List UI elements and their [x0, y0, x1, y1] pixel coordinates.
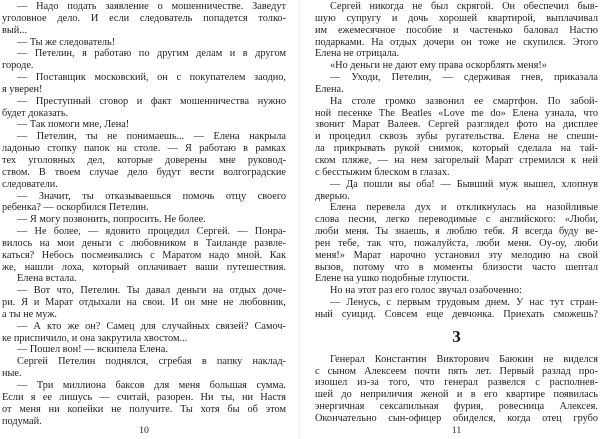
text-line: ством. В твоем случае дело будут вести волгоградские — [2, 166, 286, 178]
text-line: ском пляже, — на нем загорелый Марат стремился к ней — [315, 154, 598, 166]
text-line: — Петелин, я работаю по другим делам и в другом — [17, 48, 286, 60]
text-line: а ты не муж. — [2, 308, 58, 320]
text-line: На столе громко зазвонил ее смартфон. По забой- — [330, 95, 598, 107]
text-line: ной песенке The Beatles «Love me do» Елена узнала, что — [315, 107, 598, 119]
text-line: Елена перевела дух и откликнулась на назойливые — [330, 202, 598, 214]
text-line: Елена. — [315, 83, 344, 95]
text-line: — Ленусь, с первым трудовым днем. У нас тут стран- — [330, 297, 598, 309]
text-line: ладонью стопку папок на столе. — Я работаю в рамках — [2, 143, 286, 155]
text-line: подарками. На отдых дочери он тоже не скупился. Этого — [315, 36, 598, 48]
text-line: же, нашли лоха, который оплачивает ваши путешествия. — [2, 261, 286, 273]
page-left-text — [2, 1, 286, 427]
text-line: — Пошел вон! — вскипела Елена. — [17, 344, 168, 356]
text-line: ные. — [2, 368, 22, 380]
text-line: — Значит, ты отказываешься помочь отцу своего — [17, 190, 286, 202]
text-line: Генерал Константин Викторович Баюкин не виделся — [330, 353, 598, 365]
page-number-left: 10 — [139, 425, 149, 436]
text-line: городе. — [2, 60, 34, 72]
text-line: Елене на ушко подобные глупости. — [315, 273, 470, 285]
text-line: с сыном Алексеем почти пять лет. Первый разлад про- — [315, 365, 598, 377]
text-line: — Да пошли вы оба! — Бывший муж вышел, хлопнув — [330, 178, 598, 190]
text-line: — Три миллиона баксов для меня большая сумма. — [17, 380, 286, 391]
text-line: следователи. — [2, 178, 58, 190]
page-number-right: 11 — [451, 425, 462, 436]
text-line: им ежемесячное пособие и частенько баловал Настю — [315, 24, 598, 36]
text-line: шей до неприличия женой и в его квартире появилась — [315, 389, 598, 401]
text-line: будет доказать. — [2, 107, 69, 119]
text-line: люби меня. Ты знаешь, я люблю тебя. Я всегда буду ве- — [315, 226, 598, 238]
text-line: — Не более, — ядовито процедил Сергей. — Понра- — [17, 226, 286, 238]
text-line: тех уголовных дел, которые доверены мне руковод- — [2, 154, 286, 166]
text-line: вилось на мои деньги с любовником в Таиланде развле- — [2, 237, 286, 249]
text-line: я уверен! — [2, 83, 43, 95]
text-line: «Но деньги не дают ему права оскорблять меня!» — [330, 60, 547, 72]
text-line: ный суицид. Совсем еще девчонка. Приехать сможешь? — [315, 308, 598, 320]
page-left — [0, 0, 299, 439]
text-line: — Я могу позвонить, попросить. Не более. — [17, 214, 206, 226]
text-line: дверью. — [315, 190, 350, 202]
text-line: рен тебе, так что, пожалуйста, люби меня. Оу-оу, люби — [315, 237, 598, 249]
text-line: Елена не отрицала. — [315, 48, 400, 60]
text-line: вый... — [2, 24, 28, 36]
text-line: изошел из-за того, что генерал развелся с располнев- — [315, 377, 598, 389]
text-line: — Вот что, Петелин. Ты давал деньги на отдых доче- — [17, 285, 286, 297]
text-line: Елена встала. — [17, 273, 77, 285]
text-line: ла прикрывать рукой снимок, который сделала на тай- — [315, 143, 598, 155]
text-line: Но на этот раз его голос звучал озабоченно: — [330, 285, 522, 297]
text-line: уголовное дело. И если следователь попадется толко- — [2, 12, 286, 24]
text-line: слова песни, легко переводимые с английского: «Люби, — [315, 214, 598, 226]
text-line: каться? Небось посмеивались с Маратом надо мной. Как — [2, 249, 286, 261]
text-line: — А кто же он? Самец для случайных связей? Самоч- — [17, 320, 286, 332]
text-line: подумай. — [2, 415, 42, 427]
text-line: ребенка? — оскорбился Петелин. — [2, 202, 149, 214]
text-line: от меня ни копейки не получите. Ты хотя бы об этом — [2, 403, 286, 415]
text-line: ке приспичило, и она закрутила хвостом... — [2, 332, 188, 344]
text-line: — Надо подать заявление о мошенничестве. Заведут — [17, 1, 286, 12]
text-line: — Поставщик московский, он с покупателем заодно, — [17, 72, 286, 84]
text-line: вызов, потому что в моменты близости часто шептал — [315, 261, 598, 273]
text-line: шую супругу и дочь хорошей квартирой, выплачивал — [315, 12, 598, 24]
text-line: ри. Я и Марат отдыхали на свои. И он мне не любовник, — [2, 297, 286, 309]
page-right — [300, 0, 600, 439]
text-line: Сергей никогда не был скрягой. Он обеспечил быв- — [330, 1, 598, 12]
text-line: с бесстыжим блеском в глазах. — [315, 166, 450, 178]
text-line: — Так помоги мне, Лена! — [17, 119, 130, 131]
text-line: — Петелин, ты не понимаешь... — Елена накрыла — [17, 131, 286, 143]
text-line: Сергей Петелин поднялся, сгребая в папку наклад- — [17, 356, 286, 368]
text-line: Если я ее лишусь — считай, разорен. Ни ты, ни Настя — [2, 391, 286, 403]
text-line: звонит Марат Валеев. Сергей разглядел фото на дисплее — [315, 119, 598, 131]
text-line: — Уходи, Петелин, — сдерживая гнев, приказала — [330, 72, 598, 84]
text-line: Окончательно сын-офицер обиделся, когда отец грубо — [315, 413, 598, 424]
page-right-text — [315, 1, 598, 425]
chapter-number: 3 — [452, 327, 461, 347]
text-line: меня!» Марат нарочно установил эту мелодию на свой — [315, 249, 598, 261]
text-line: энергичная сексапильная фурия, ровесница Алексея. — [315, 401, 598, 413]
text-line: — Преступный сговор и факт мошенничества нужно — [17, 95, 286, 107]
text-line: и процедил сквозь зубы ругательства. Елена не спеши- — [315, 131, 598, 143]
text-line: — Ты же следователь! — [17, 36, 116, 48]
